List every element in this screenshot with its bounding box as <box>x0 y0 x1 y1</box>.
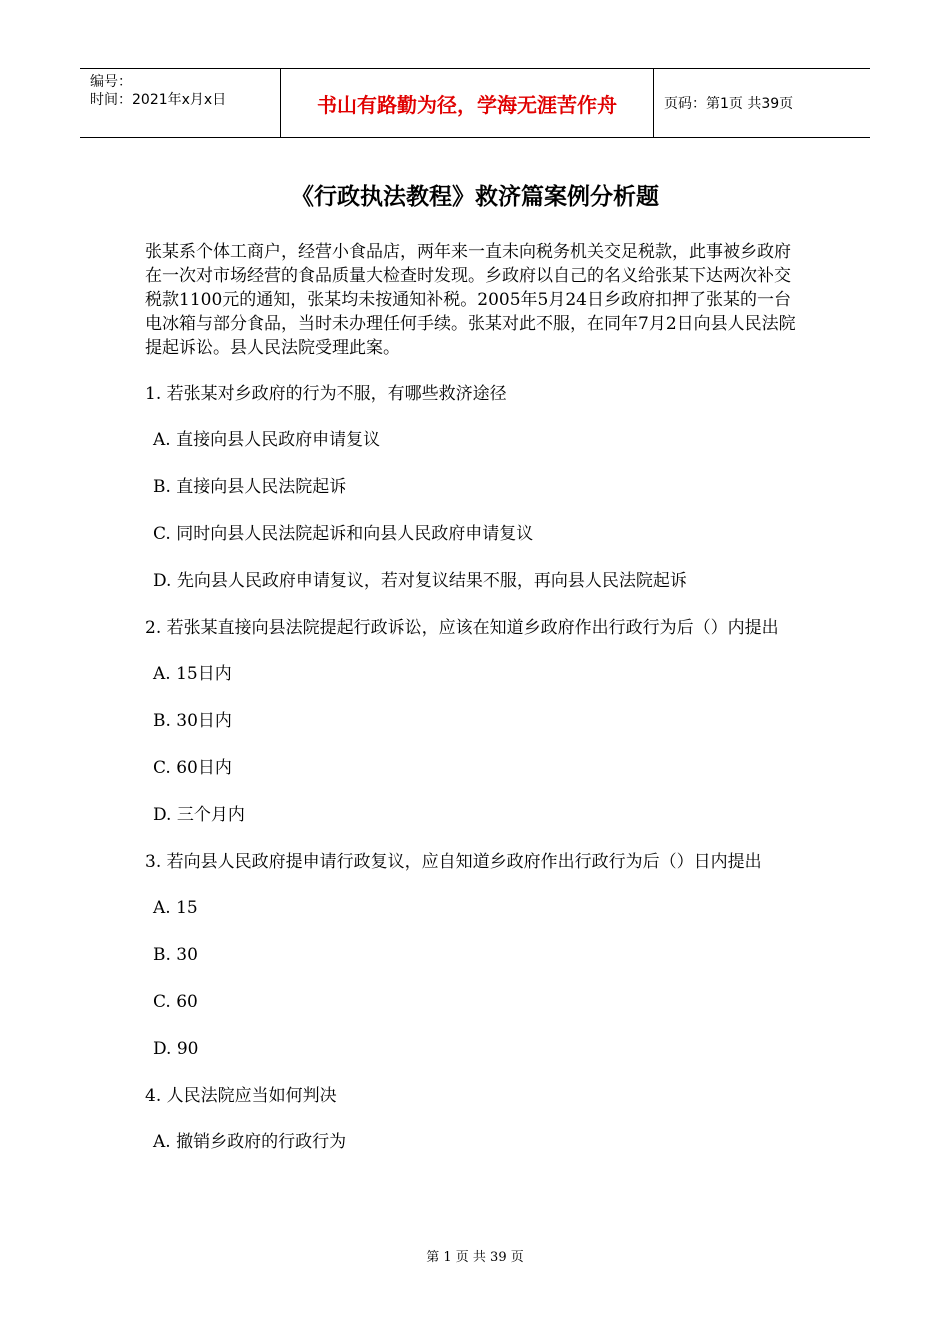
header-motto: 书山有路勤为径，学海无涯苦作舟 <box>281 69 654 137</box>
question-text: 1. 若张某对乡政府的行为不服，有哪些救济途径 <box>145 384 507 404</box>
option-item: A. 撤销乡政府的行政行为 <box>153 1132 347 1152</box>
page-header <box>80 68 870 138</box>
page-footer: 第 1 页 共 39 页 <box>426 1250 524 1265</box>
document-body <box>145 240 800 1177</box>
option-item: B. 30 <box>153 945 198 965</box>
question-block <box>145 850 800 1061</box>
question-text: 3. 若向县人民政府提申请行政复议，应自知道乡政府作出行政行为后（）日内提出 <box>145 852 762 872</box>
header-page-info: 页码：第1页 共39页 <box>664 96 794 112</box>
option-item: A. 15 <box>153 898 198 918</box>
case-description: 张某系个体工商户，经营小食品店，两年来一直未向税务机关交足税款，此事被乡政府在一次对市场经营的食品质量大检查时发现。乡政府以自己的名义给张某下达两次补交税款1100元的通知，张某均未按通知补税。2005年5月24日乡政府扣押了张某的一台电冰箱与部分食品，当时未办理任何手续。张某对此不服，在同年7月2日向县人民法院提起诉讼。县人民法院受理此案。 <box>145 242 796 358</box>
header-meta <box>80 69 281 137</box>
option-item: A. 15日内 <box>153 664 232 684</box>
option-item: B. 直接向县人民法院起诉 <box>153 477 347 497</box>
question-block <box>145 382 800 593</box>
date-label: 时间：2021年x月x日 <box>90 92 227 108</box>
option-item: D. 三个月内 <box>153 805 245 825</box>
option-item: D. 先向县人民政府申请复议，若对复议结果不服，再向县人民法院起诉 <box>153 571 687 591</box>
question-text: 4. 人民法院应当如何判决 <box>145 1086 337 1106</box>
option-item: C. 60 <box>153 992 198 1012</box>
option-list <box>145 428 800 593</box>
option-item: C. 同时向县人民法院起诉和向县人民政府申请复议 <box>153 524 534 544</box>
option-item: B. 30日内 <box>153 711 232 731</box>
option-list <box>145 1130 800 1154</box>
option-item: D. 90 <box>153 1039 199 1059</box>
question-block <box>145 616 800 827</box>
number-label: 编号： <box>90 74 132 90</box>
question-text: 2. 若张某直接向县法院提起行政诉讼，应该在知道乡政府作出行政行为后（）内提出 <box>145 618 779 638</box>
document-title: 《行政执法教程》救济篇案例分析题 <box>291 184 659 210</box>
question-block <box>145 1084 800 1154</box>
option-list <box>145 662 800 827</box>
option-item: A. 直接向县人民政府申请复议 <box>153 430 381 450</box>
option-item: C. 60日内 <box>153 758 232 778</box>
option-list <box>145 896 800 1061</box>
